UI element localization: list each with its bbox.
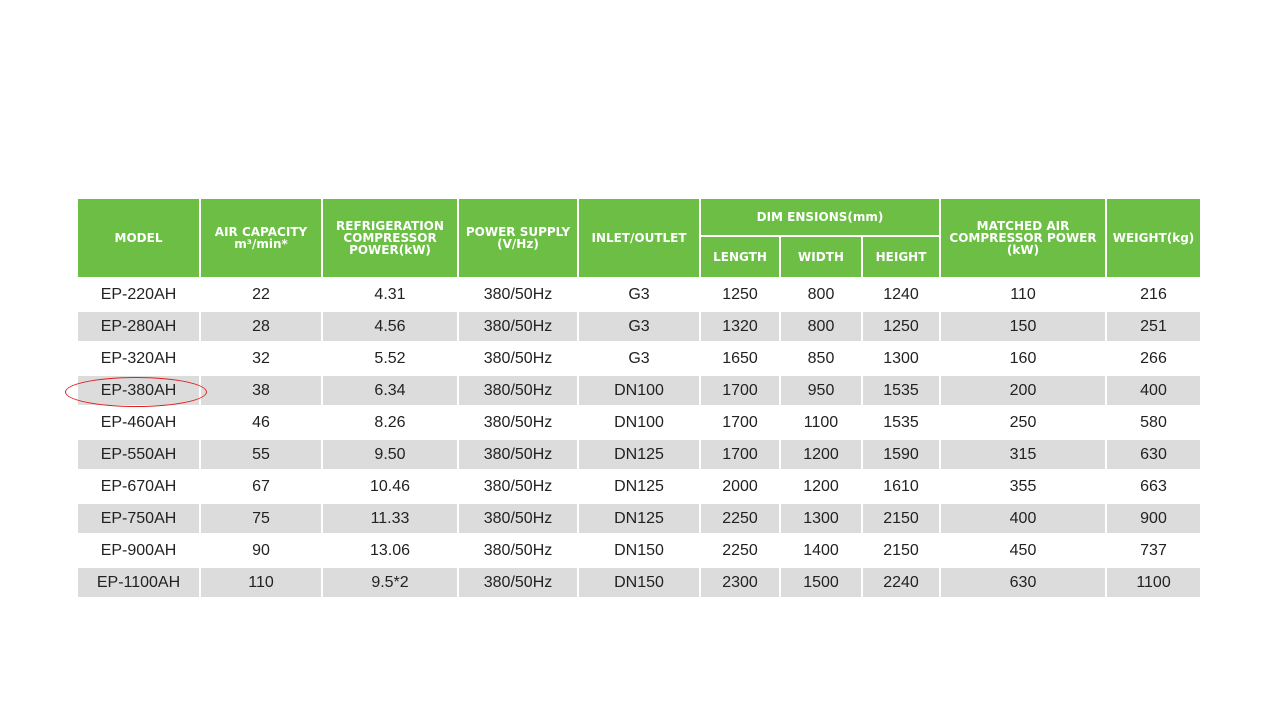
cell-matched-power: 400 bbox=[940, 503, 1106, 535]
cell-weight: 1100 bbox=[1106, 567, 1200, 598]
table-row bbox=[78, 279, 1200, 311]
cell-length: 1650 bbox=[700, 343, 780, 375]
cell-power-supply: 380/50Hz bbox=[458, 503, 578, 535]
table-row bbox=[78, 439, 1200, 471]
cell-refrigeration-power: 11.33 bbox=[322, 503, 458, 535]
cell-refrigeration-power: 5.52 bbox=[322, 343, 458, 375]
cell-model: EP-900AH bbox=[78, 535, 200, 567]
cell-refrigeration-power: 6.34 bbox=[322, 375, 458, 407]
cell-refrigeration-power: 9.50 bbox=[322, 439, 458, 471]
cell-weight: 251 bbox=[1106, 311, 1200, 343]
table-row bbox=[78, 343, 1200, 375]
cell-weight: 900 bbox=[1106, 503, 1200, 535]
cell-weight: 580 bbox=[1106, 407, 1200, 439]
cell-air-capacity: 28 bbox=[200, 311, 322, 343]
cell-length: 2250 bbox=[700, 503, 780, 535]
cell-width: 1200 bbox=[780, 439, 862, 471]
cell-height: 1250 bbox=[862, 311, 940, 343]
cell-power-supply: 380/50Hz bbox=[458, 471, 578, 503]
cell-weight: 737 bbox=[1106, 535, 1200, 567]
cell-air-capacity: 38 bbox=[200, 375, 322, 407]
cell-height: 1590 bbox=[862, 439, 940, 471]
cell-width: 1200 bbox=[780, 471, 862, 503]
cell-model: EP-670AH bbox=[78, 471, 200, 503]
cell-power-supply: 380/50Hz bbox=[458, 279, 578, 311]
header-weight: WEIGHT(kg) bbox=[1106, 199, 1200, 279]
cell-inlet-outlet: G3 bbox=[578, 311, 700, 343]
table-row bbox=[78, 471, 1200, 503]
header-height: HEIGHT bbox=[862, 236, 940, 279]
cell-model: EP-550AH bbox=[78, 439, 200, 471]
cell-length: 1700 bbox=[700, 407, 780, 439]
cell-matched-power: 355 bbox=[940, 471, 1106, 503]
cell-height: 2150 bbox=[862, 503, 940, 535]
header-air-capacity-label: AIR CAPACITY bbox=[214, 225, 308, 239]
cell-matched-power: 450 bbox=[940, 535, 1106, 567]
cell-refrigeration-power: 10.46 bbox=[322, 471, 458, 503]
cell-height: 1300 bbox=[862, 343, 940, 375]
cell-inlet-outlet: DN125 bbox=[578, 503, 700, 535]
cell-model: EP-750AH bbox=[78, 503, 200, 535]
cell-inlet-outlet: DN150 bbox=[578, 567, 700, 598]
cell-power-supply: 380/50Hz bbox=[458, 311, 578, 343]
cell-inlet-outlet: G3 bbox=[578, 343, 700, 375]
cell-air-capacity: 55 bbox=[200, 439, 322, 471]
cell-matched-power: 315 bbox=[940, 439, 1106, 471]
header-model: MODEL bbox=[78, 199, 200, 279]
cell-refrigeration-power: 8.26 bbox=[322, 407, 458, 439]
cell-matched-power: 150 bbox=[940, 311, 1106, 343]
header-air-capacity bbox=[200, 199, 322, 279]
cell-power-supply: 380/50Hz bbox=[458, 535, 578, 567]
cell-refrigeration-power: 4.31 bbox=[322, 279, 458, 311]
cell-width: 1400 bbox=[780, 535, 862, 567]
cell-width: 1100 bbox=[780, 407, 862, 439]
cell-height: 2150 bbox=[862, 535, 940, 567]
cell-air-capacity: 75 bbox=[200, 503, 322, 535]
cell-length: 1320 bbox=[700, 311, 780, 343]
cell-model: EP-220AH bbox=[78, 279, 200, 311]
table-row bbox=[78, 567, 1200, 598]
cell-power-supply: 380/50Hz bbox=[458, 343, 578, 375]
header-refrigeration-compressor-power: REFRIGERATION COMPRESSOR POWER(kW) bbox=[322, 199, 458, 279]
cell-refrigeration-power: 4.56 bbox=[322, 311, 458, 343]
cell-height: 1535 bbox=[862, 375, 940, 407]
cell-weight: 216 bbox=[1106, 279, 1200, 311]
cell-length: 1700 bbox=[700, 375, 780, 407]
header-matched-air-compressor-power: MATCHED AIR COMPRESSOR POWER (kW) bbox=[940, 199, 1106, 279]
header-power-supply-unit: (V/Hz) bbox=[497, 237, 539, 251]
cell-air-capacity: 110 bbox=[200, 567, 322, 598]
cell-refrigeration-power: 9.5*2 bbox=[322, 567, 458, 598]
cell-matched-power: 250 bbox=[940, 407, 1106, 439]
cell-power-supply: 380/50Hz bbox=[458, 567, 578, 598]
header-power-supply-label: POWER SUPPLY bbox=[465, 225, 571, 239]
cell-inlet-outlet: G3 bbox=[578, 279, 700, 311]
cell-model: EP-1100AH bbox=[78, 567, 200, 598]
cell-matched-power: 200 bbox=[940, 375, 1106, 407]
header-dimensions: DIM ENSIONS(mm) bbox=[700, 199, 940, 236]
cell-air-capacity: 46 bbox=[200, 407, 322, 439]
cell-refrigeration-power: 13.06 bbox=[322, 535, 458, 567]
header-power-supply bbox=[458, 199, 578, 279]
cell-power-supply: 380/50Hz bbox=[458, 407, 578, 439]
table-row bbox=[78, 407, 1200, 439]
header-inlet-outlet: INLET/OUTLET bbox=[578, 199, 700, 279]
cell-power-supply: 380/50Hz bbox=[458, 439, 578, 471]
header-width: WIDTH bbox=[780, 236, 862, 279]
cell-weight: 630 bbox=[1106, 439, 1200, 471]
cell-width: 800 bbox=[780, 279, 862, 311]
cell-width: 1500 bbox=[780, 567, 862, 598]
header-length: LENGTH bbox=[700, 236, 780, 279]
table-header bbox=[78, 199, 1200, 279]
cell-height: 1240 bbox=[862, 279, 940, 311]
cell-width: 1300 bbox=[780, 503, 862, 535]
specification-table bbox=[78, 199, 1200, 597]
cell-width: 850 bbox=[780, 343, 862, 375]
cell-air-capacity: 67 bbox=[200, 471, 322, 503]
cell-height: 1610 bbox=[862, 471, 940, 503]
cell-length: 2300 bbox=[700, 567, 780, 598]
cell-inlet-outlet: DN125 bbox=[578, 471, 700, 503]
cell-weight: 266 bbox=[1106, 343, 1200, 375]
table-row bbox=[78, 503, 1200, 535]
cell-weight: 400 bbox=[1106, 375, 1200, 407]
cell-width: 800 bbox=[780, 311, 862, 343]
cell-length: 1700 bbox=[700, 439, 780, 471]
cell-air-capacity: 22 bbox=[200, 279, 322, 311]
cell-air-capacity: 32 bbox=[200, 343, 322, 375]
cell-length: 2000 bbox=[700, 471, 780, 503]
table-row bbox=[78, 375, 1200, 407]
cell-model: EP-460AH bbox=[78, 407, 200, 439]
cell-height: 2240 bbox=[862, 567, 940, 598]
cell-air-capacity: 90 bbox=[200, 535, 322, 567]
cell-height: 1535 bbox=[862, 407, 940, 439]
cell-matched-power: 160 bbox=[940, 343, 1106, 375]
cell-matched-power: 110 bbox=[940, 279, 1106, 311]
table-row bbox=[78, 535, 1200, 567]
table-body bbox=[78, 279, 1200, 598]
cell-weight: 663 bbox=[1106, 471, 1200, 503]
cell-model: EP-380AH bbox=[78, 375, 200, 407]
cell-inlet-outlet: DN100 bbox=[578, 407, 700, 439]
cell-model: EP-280AH bbox=[78, 311, 200, 343]
cell-inlet-outlet: DN100 bbox=[578, 375, 700, 407]
cell-matched-power: 630 bbox=[940, 567, 1106, 598]
cell-power-supply: 380/50Hz bbox=[458, 375, 578, 407]
header-air-capacity-unit: m³/min* bbox=[234, 237, 288, 251]
table-row bbox=[78, 311, 1200, 343]
cell-length: 2250 bbox=[700, 535, 780, 567]
cell-width: 950 bbox=[780, 375, 862, 407]
cell-model: EP-320AH bbox=[78, 343, 200, 375]
cell-inlet-outlet: DN125 bbox=[578, 439, 700, 471]
cell-inlet-outlet: DN150 bbox=[578, 535, 700, 567]
cell-length: 1250 bbox=[700, 279, 780, 311]
